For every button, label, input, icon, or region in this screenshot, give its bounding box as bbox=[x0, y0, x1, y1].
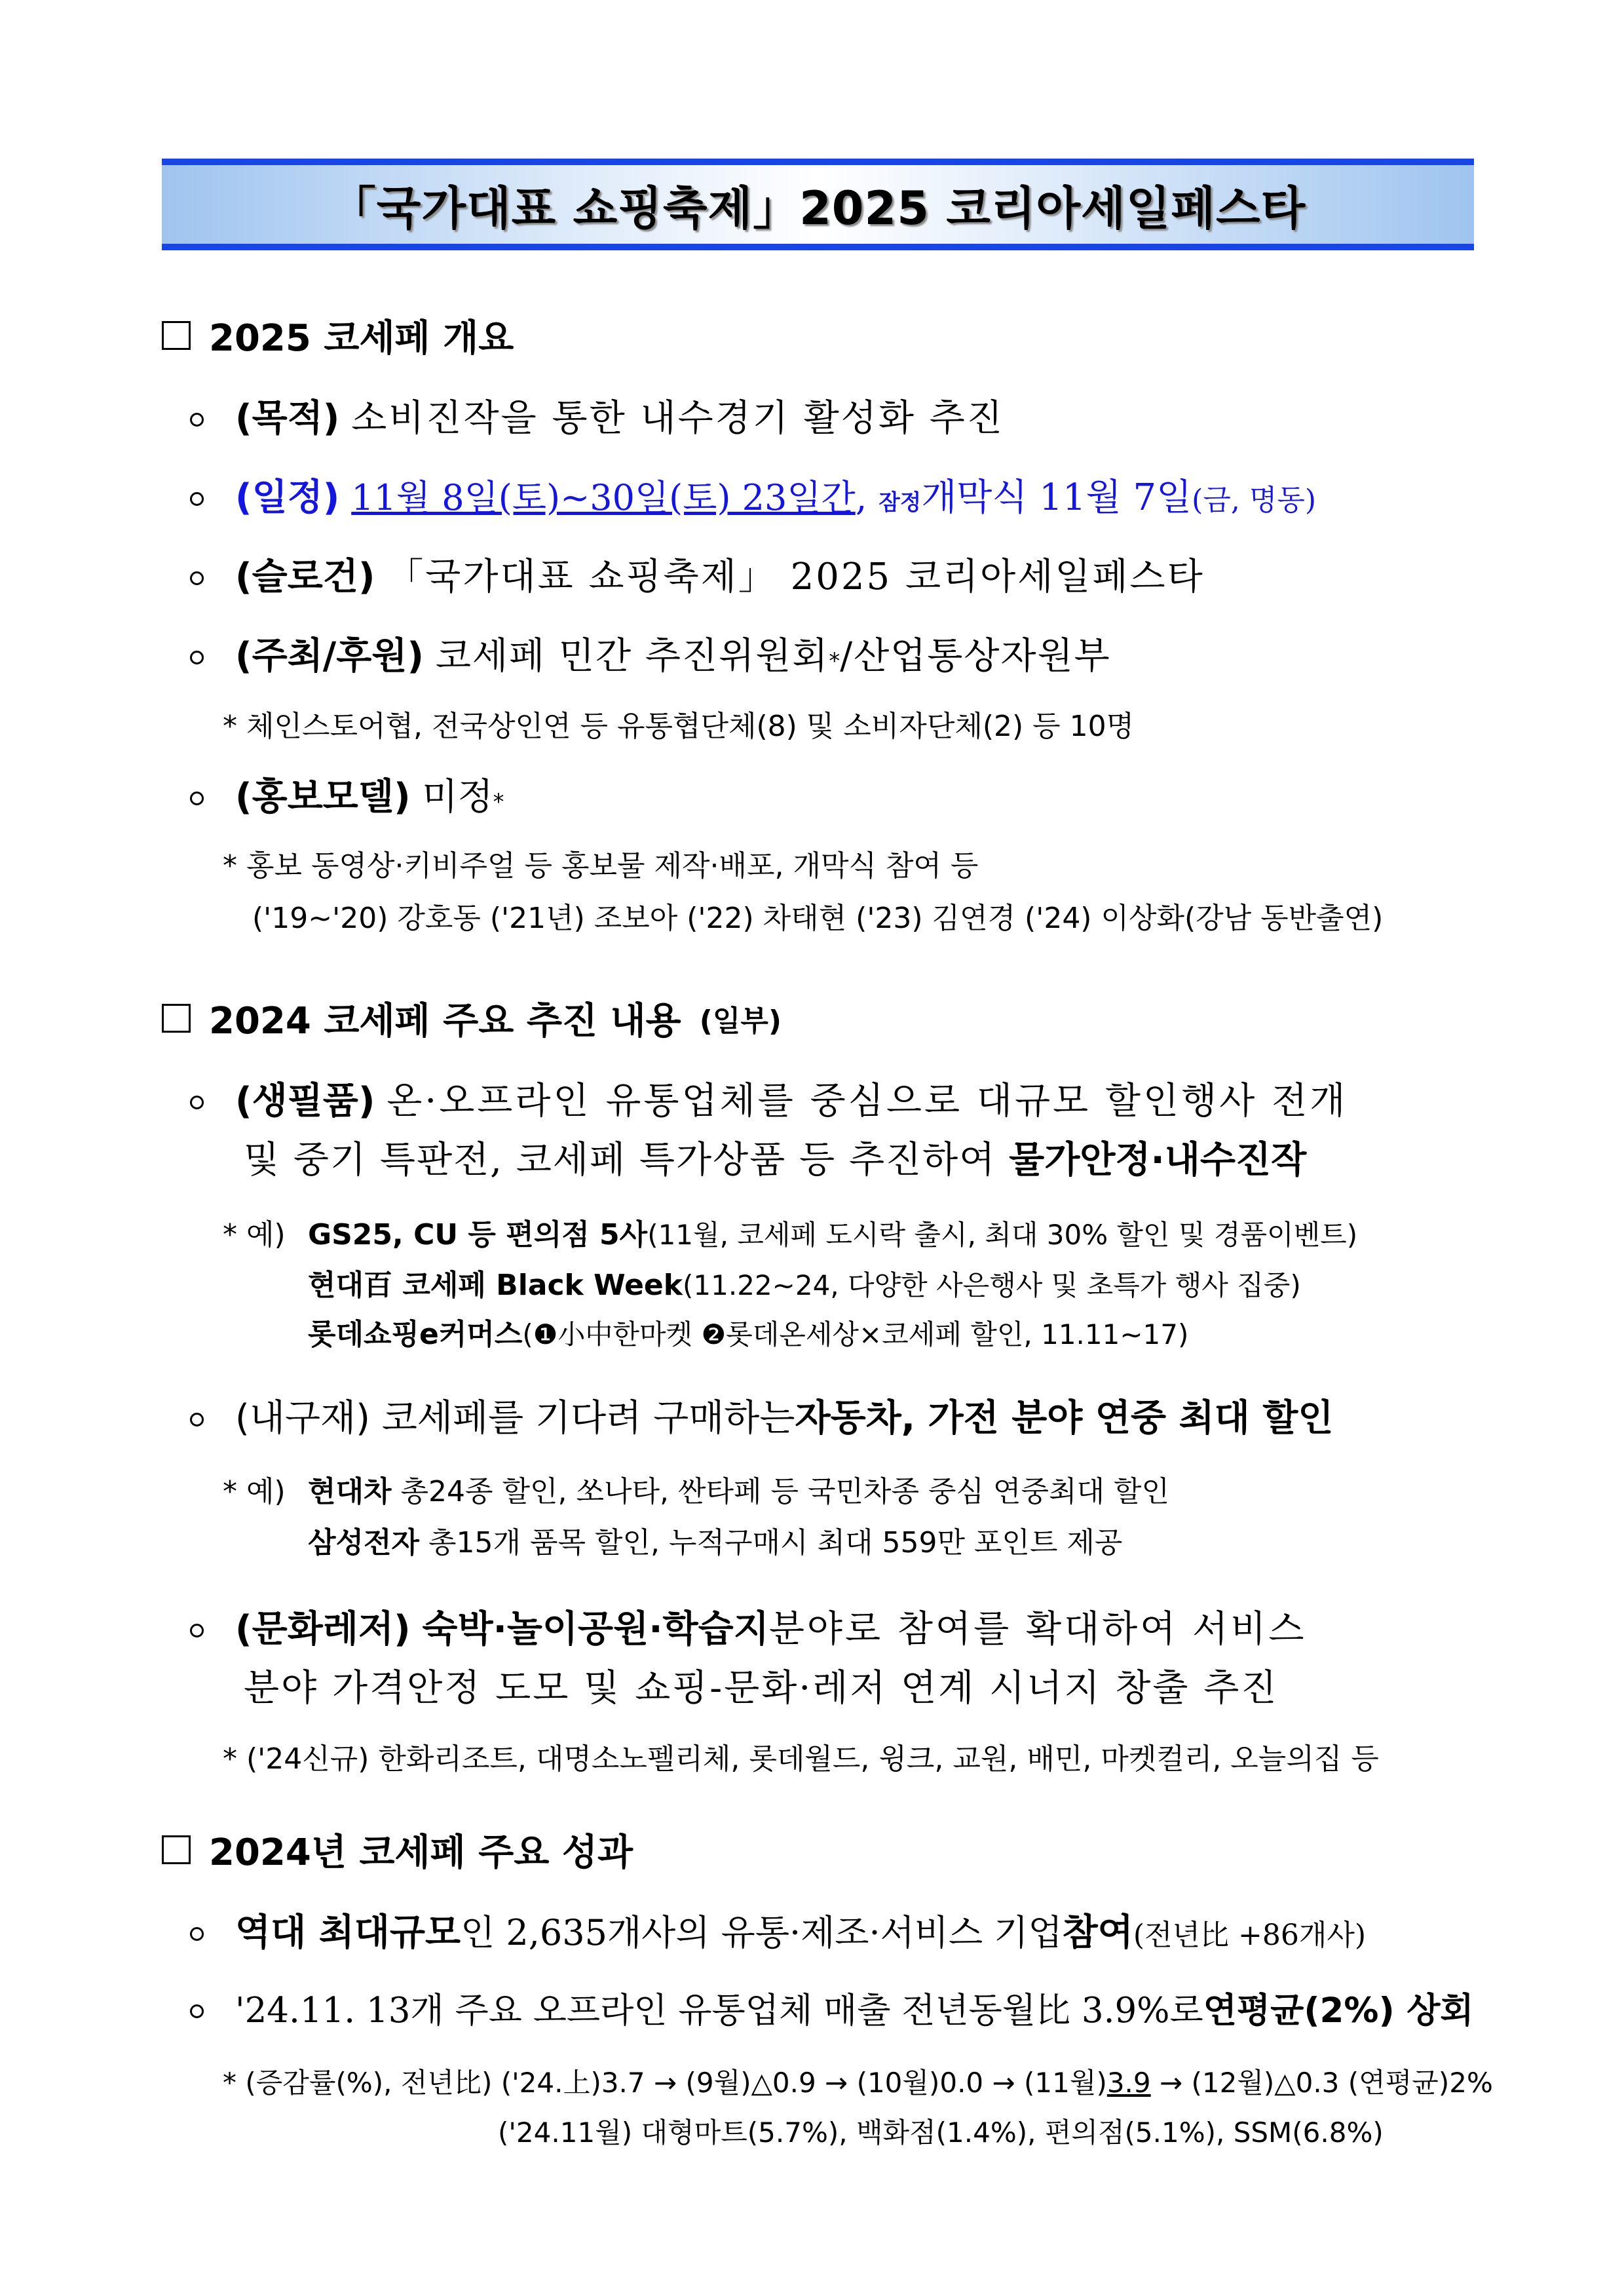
checkbox-square-icon bbox=[162, 1835, 191, 1864]
bullet-circle-icon bbox=[190, 413, 204, 427]
section-heading-overview: 2025 코세페 개요 bbox=[162, 309, 514, 362]
example-convenience: * 예) GS25, CU 등 편의점 5사(11월, 코세페 도시락 출시, 최대 30% 할인 및 경품이벤트) bbox=[223, 1218, 1358, 1252]
bullet-culture: (문화레저) 숙박·놀이공원·학습지 분야로 참여를 확대하여 서비스 bbox=[190, 1600, 1306, 1653]
bullet-circle-icon bbox=[190, 492, 204, 506]
culture-note: * ('24신규) 한화리조트, 대명소노펠리체, 롯데월드, 윙크, 교원, 배민, 마켓컬리, 오늘의집 등 bbox=[223, 1742, 1379, 1776]
bullet-circle-icon bbox=[190, 651, 204, 664]
document-title: 「국가대표 쇼핑축제」2025 코리아세일페스타 bbox=[330, 181, 1306, 235]
example-samsung: 삼성전자 총15개 품목 할인, 누적구매시 최대 559만 포인트 제공 bbox=[308, 1526, 1123, 1559]
bullet-slogan: (슬로건) 「국가대표 쇼핑축제」 2025 코리아세일페스타 bbox=[190, 548, 1205, 600]
bullet-schedule: (일정) 11월 8일(토)~30일(토) 23일간 , 잠정 개막식 11월 7일 (금, 명동) bbox=[190, 469, 1316, 521]
bullet-purpose: (목적) 소비진작을 통한 내수경기 활성화 추진 bbox=[190, 389, 1004, 442]
model-history: ('19~'20) 강호동 ('21년) 조보아 ('22) 차태현 ('23) 김연경 ('24) 이상화(강남 동반출연) bbox=[252, 902, 1384, 935]
bullet-durable: (내구재) 코세페를 기다려 구매하는 자동차, 가전 분야 연중 최대 할인 bbox=[190, 1389, 1333, 1442]
sales-by-channel-note: ('24.11월) 대형마트(5.7%), 백화점(1.4%), 편의점(5.1%), SSM(6.8%) bbox=[498, 2116, 1384, 2149]
example-hyundai-dept: 현대百 코세페 Black Week(11.22~24, 다양한 사은행사 및 초특가 행사 집중) bbox=[308, 1269, 1301, 1302]
bullet-host: (주최/후원) 코세페 민간 추진위원회 $_*$ /산업통상자원부 bbox=[190, 627, 1111, 679]
bullet-circle-icon bbox=[190, 571, 204, 585]
host-note: * 체인스토어협, 전국상인연 등 유통협단체(8) 및 소비자단체(2) 등 10명 bbox=[223, 710, 1135, 743]
culture-line2: 분야 가격안정 도모 및 쇼핑-문화·레저 연계 시너지 창출 추진 bbox=[244, 1667, 1279, 1710]
bullet-circle-icon bbox=[190, 2004, 204, 2018]
bullet-circle-icon bbox=[190, 792, 204, 805]
bullet-result-participation: 역대 최대규모 인 2,635개사의 유통·제조·서비스 기업 참여 (전년比 +86개사) bbox=[190, 1904, 1366, 1956]
bullet-circle-icon bbox=[190, 1096, 204, 1109]
bullet-circle-icon bbox=[190, 1927, 204, 1941]
bullet-model: (홍보모델) 미정 $_*$ bbox=[190, 768, 504, 820]
model-note: * 홍보 동영상·키비주얼 등 홍보물 제작·배포, 개막식 참여 등 bbox=[223, 849, 979, 883]
section-heading-2024-results: 2024년 코세페 주요 성과 bbox=[162, 1824, 633, 1876]
example-hyundai-motor: * 예) 현대차 총24종 할인, 쏘나타, 싼타페 등 국민차종 중심 연중최대 할인 bbox=[223, 1475, 1169, 1508]
title-banner bbox=[162, 159, 1474, 250]
section-heading-2024-activities: 2024 코세페 주요 추진 내용 (일부) bbox=[162, 992, 782, 1044]
checkbox-square-icon bbox=[162, 1004, 191, 1033]
daily-goods-line2: 및 중기 특판전, 코세페 특가상품 등 추진하여 물가안정·내수진작 bbox=[244, 1139, 1307, 1181]
bullet-result-sales: '24.11. 13개 주요 오프라인 유통업체 매출 전년동월比 3.9%로 연평균(2%) 상회 bbox=[190, 1983, 1474, 2033]
example-lotte: 롯데쇼핑e커머스(❶小中한마켓 ❷롯데온세상×코세페 할인, 11.11~17) bbox=[308, 1318, 1189, 1351]
checkbox-square-icon bbox=[162, 321, 191, 350]
bullet-circle-icon bbox=[190, 1624, 204, 1637]
bullet-daily-goods: (생필품) 온·오프라인 유통업체를 중심으로 대규모 할인행사 전개 bbox=[190, 1072, 1348, 1124]
sales-trend-note: * (증감률(%), 전년比) ('24.上)3.7 → (9월)△0.9 → (10월)0.0 → (11월)3.9 → (12월)△0.3 (연평균)2% bbox=[223, 2067, 1493, 2099]
bullet-circle-icon bbox=[190, 1413, 204, 1426]
